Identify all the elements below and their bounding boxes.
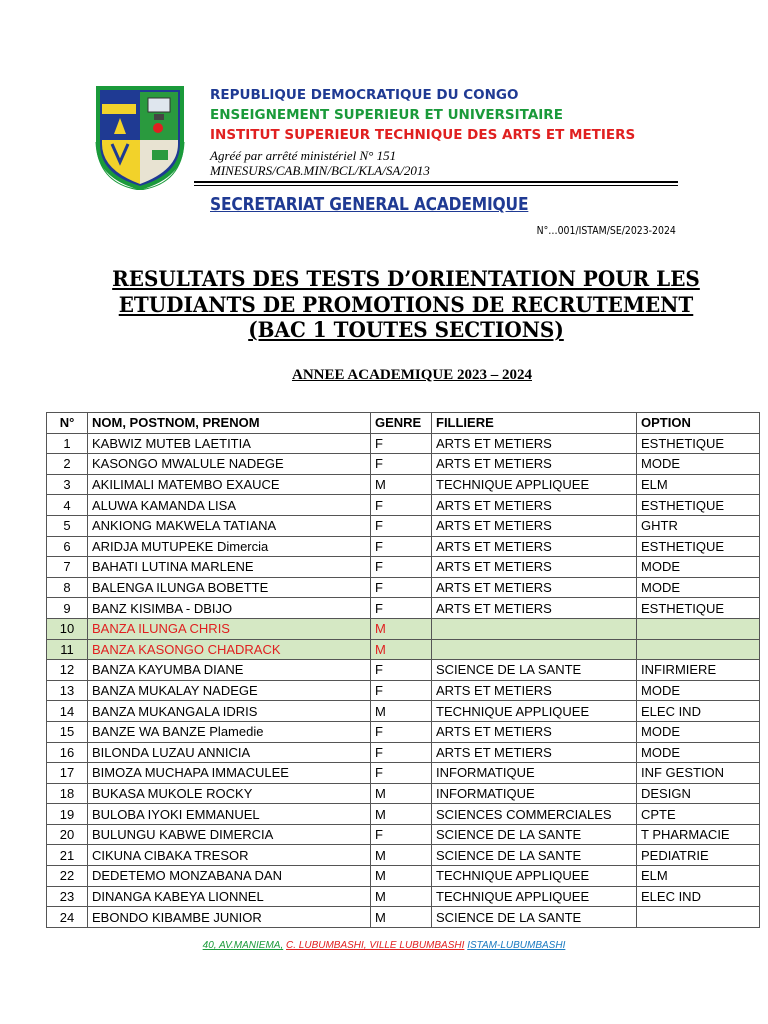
row-number: 2: [47, 454, 88, 475]
academic-year: ANNEE ACADEMIQUE 2023 – 2024: [291, 367, 532, 383]
row-option: ESTHETIQUE: [637, 495, 760, 516]
table-row: [47, 886, 760, 907]
document-title-line-3: (BAC 1 TOUTES SECTIONS): [248, 317, 564, 342]
row-name: BANZA KAYUMBA DIANE: [88, 660, 371, 681]
row-number: 24: [47, 907, 88, 928]
row-number: 12: [47, 660, 88, 681]
row-option: CPTE: [637, 804, 760, 825]
table-row: [47, 660, 760, 681]
table-row: [47, 680, 760, 701]
row-field: ARTS ET METIERS: [432, 515, 637, 536]
row-name: BULUNGU KABWE DIMERCIA: [88, 824, 371, 845]
row-number: 15: [47, 721, 88, 742]
document-title-line-2: ETUDIANTS DE PROMOTIONS DE RECRUTEMENT: [118, 292, 694, 317]
table-row: [47, 474, 760, 495]
row-gender: F: [371, 598, 432, 619]
header-rule-thin: [194, 185, 678, 186]
table-row: [47, 783, 760, 804]
table-row: [47, 618, 760, 639]
row-number: 4: [47, 495, 88, 516]
row-name: BULOBA IYOKI EMMANUEL: [88, 804, 371, 825]
istam-logo: [92, 84, 188, 190]
row-option: [637, 639, 760, 660]
row-name: CIKUNA CIBAKA TRESOR: [88, 845, 371, 866]
row-gender: F: [371, 557, 432, 578]
row-gender: M: [371, 886, 432, 907]
table-row: [47, 557, 760, 578]
row-option: PEDIATRIE: [637, 845, 760, 866]
row-field: ARTS ET METIERS: [432, 680, 637, 701]
row-name: BIMOZA MUCHAPA IMMACULEE: [88, 763, 371, 784]
row-gender: M: [371, 804, 432, 825]
row-gender: M: [371, 845, 432, 866]
row-field: SCIENCE DE LA SANTE: [432, 845, 637, 866]
row-field: ARTS ET METIERS: [432, 557, 637, 578]
row-number: 21: [47, 845, 88, 866]
agreement-line-2: MINESURS/CAB.MIN/BCL/KLA/SA/2013: [210, 163, 430, 178]
row-gender: F: [371, 721, 432, 742]
row-name: BAHATI LUTINA MARLENE: [88, 557, 371, 578]
table-row: [47, 495, 760, 516]
row-option: DESIGN: [637, 783, 760, 804]
row-option: INFIRMIERE: [637, 660, 760, 681]
row-field: SCIENCE DE LA SANTE: [432, 907, 637, 928]
results-table: [46, 412, 760, 928]
row-gender: M: [371, 639, 432, 660]
row-number: 22: [47, 866, 88, 887]
row-name: BALENGA ILUNGA BOBETTE: [88, 577, 371, 598]
row-field: INFORMATIQUE: [432, 763, 637, 784]
row-option: ESTHETIQUE: [637, 598, 760, 619]
row-field: SCIENCE DE LA SANTE: [432, 660, 637, 681]
institute-name: INSTITUT SUPERIEUR TECHNIQUE DES ARTS ET METIERS: [210, 127, 636, 143]
row-name: EBONDO KIBAMBE JUNIOR: [88, 907, 371, 928]
row-option: MODE: [637, 454, 760, 475]
footer-street: 40, AV.MANIEMA,: [202, 940, 284, 951]
row-option: ESTHETIQUE: [637, 536, 760, 557]
row-field: ARTS ET METIERS: [432, 433, 637, 454]
row-name: BANZA ILUNGA CHRIS: [88, 618, 371, 639]
row-option: INF GESTION: [637, 763, 760, 784]
row-option: MODE: [637, 742, 760, 763]
row-gender: M: [371, 783, 432, 804]
row-option: ELEC IND: [637, 886, 760, 907]
table-row: [47, 598, 760, 619]
row-gender: M: [371, 474, 432, 495]
table-header-row: [47, 413, 760, 434]
header-option: OPTION: [637, 413, 760, 434]
row-number: 8: [47, 577, 88, 598]
row-number: 17: [47, 763, 88, 784]
row-option: [637, 618, 760, 639]
table-row: [47, 639, 760, 660]
row-option: ESTHETIQUE: [637, 433, 760, 454]
footer-address: [0, 940, 768, 951]
row-number: 20: [47, 824, 88, 845]
row-number: 13: [47, 680, 88, 701]
country-name: REPUBLIQUE DEMOCRATIQUE DU CONGO: [210, 87, 519, 103]
row-gender: F: [371, 433, 432, 454]
row-name: DEDETEMO MONZABANA DAN: [88, 866, 371, 887]
row-name: ANKIONG MAKWELA TATIANA: [88, 515, 371, 536]
agreement-line-1: Agréé par arrêté ministériel N° 151: [210, 148, 397, 163]
row-option: MODE: [637, 721, 760, 742]
table-row: [47, 577, 760, 598]
row-option: MODE: [637, 680, 760, 701]
row-number: 7: [47, 557, 88, 578]
table-row: [47, 866, 760, 887]
row-number: 9: [47, 598, 88, 619]
row-field: TECHNIQUE APPLIQUEE: [432, 701, 637, 722]
row-field: SCIENCES COMMERCIALES: [432, 804, 637, 825]
row-gender: F: [371, 742, 432, 763]
secretariat-heading: SECRETARIAT GENERAL ACADEMIQUE: [210, 194, 529, 215]
row-number: 11: [47, 639, 88, 660]
header-rule-thick: [194, 181, 678, 183]
document-title-line-1: RESULTATS DES TESTS D’ORIENTATION POUR LES: [112, 266, 700, 291]
row-number: 3: [47, 474, 88, 495]
row-gender: F: [371, 577, 432, 598]
row-gender: M: [371, 866, 432, 887]
footer-institution[interactable]: ISTAM-LUBUMBASHI: [467, 940, 566, 951]
row-number: 1: [47, 433, 88, 454]
row-field: ARTS ET METIERS: [432, 577, 637, 598]
row-gender: F: [371, 824, 432, 845]
row-option: ELM: [637, 866, 760, 887]
header-gender: GENRE: [371, 413, 432, 434]
footer-city: C. LUBUMBASHI, VILLE LUBUMBASHI: [286, 940, 465, 951]
row-number: 14: [47, 701, 88, 722]
row-option: GHTR: [637, 515, 760, 536]
table-row: [47, 701, 760, 722]
row-gender: F: [371, 680, 432, 701]
row-field: ARTS ET METIERS: [432, 495, 637, 516]
row-field: INFORMATIQUE: [432, 783, 637, 804]
row-field: ARTS ET METIERS: [432, 598, 637, 619]
row-name: BILONDA LUZAU ANNICIA: [88, 742, 371, 763]
row-gender: F: [371, 660, 432, 681]
row-name: ALUWA KAMANDA LISA: [88, 495, 371, 516]
row-field: ARTS ET METIERS: [432, 536, 637, 557]
row-name: AKILIMALI MATEMBO EXAUCE: [88, 474, 371, 495]
row-number: 18: [47, 783, 88, 804]
table-row: [47, 763, 760, 784]
row-field: [432, 618, 637, 639]
table-row: [47, 536, 760, 557]
row-gender: F: [371, 763, 432, 784]
row-field: TECHNIQUE APPLIQUEE: [432, 866, 637, 887]
row-field: ARTS ET METIERS: [432, 721, 637, 742]
row-field: TECHNIQUE APPLIQUEE: [432, 474, 637, 495]
table-row: [47, 804, 760, 825]
row-field: SCIENCE DE LA SANTE: [432, 824, 637, 845]
row-name: BANZ KISIMBA - DBIJO: [88, 598, 371, 619]
table-body: [47, 433, 760, 927]
row-gender: F: [371, 536, 432, 557]
header-field: FILLIERE: [432, 413, 637, 434]
table-row: [47, 824, 760, 845]
table-row: [47, 907, 760, 928]
row-name: BANZE WA BANZE Plamedie: [88, 721, 371, 742]
row-name: DINANGA KABEYA LIONNEL: [88, 886, 371, 907]
row-name: BANZA MUKANGALA IDRIS: [88, 701, 371, 722]
row-name: BANZA KASONGO CHADRACK: [88, 639, 371, 660]
row-number: 5: [47, 515, 88, 536]
row-number: 19: [47, 804, 88, 825]
row-field: ARTS ET METIERS: [432, 742, 637, 763]
table-row: [47, 515, 760, 536]
row-option: ELEC IND: [637, 701, 760, 722]
header-name: NOM, POSTNOM, PRENOM: [88, 413, 371, 434]
row-option: ELM: [637, 474, 760, 495]
row-field: ARTS ET METIERS: [432, 454, 637, 475]
row-gender: F: [371, 515, 432, 536]
row-gender: M: [371, 618, 432, 639]
reference-number: N°…001/ISTAM/SE/2023-2024: [536, 224, 676, 237]
row-gender: M: [371, 701, 432, 722]
row-name: ARIDJA MUTUPEKE Dimercia: [88, 536, 371, 557]
row-field: TECHNIQUE APPLIQUEE: [432, 886, 637, 907]
table-row: [47, 845, 760, 866]
row-field: [432, 639, 637, 660]
row-gender: F: [371, 495, 432, 516]
row-name: KASONGO MWALULE NADEGE: [88, 454, 371, 475]
table-row: [47, 742, 760, 763]
row-gender: F: [371, 454, 432, 475]
table-row: [47, 433, 760, 454]
header-number: N°: [47, 413, 88, 434]
row-number: 10: [47, 618, 88, 639]
row-option: T PHARMACIE: [637, 824, 760, 845]
ministry-name: ENSEIGNEMENT SUPERIEUR ET UNIVERSITAIRE: [210, 107, 563, 123]
row-number: 6: [47, 536, 88, 557]
row-option: MODE: [637, 577, 760, 598]
row-name: BUKASA MUKOLE ROCKY: [88, 783, 371, 804]
row-option: MODE: [637, 557, 760, 578]
row-gender: M: [371, 907, 432, 928]
table-row: [47, 721, 760, 742]
row-name: BANZA MUKALAY NADEGE: [88, 680, 371, 701]
row-name: KABWIZ MUTEB LAETITIA: [88, 433, 371, 454]
row-number: 23: [47, 886, 88, 907]
row-number: 16: [47, 742, 88, 763]
row-option: [637, 907, 760, 928]
table-row: [47, 454, 760, 475]
